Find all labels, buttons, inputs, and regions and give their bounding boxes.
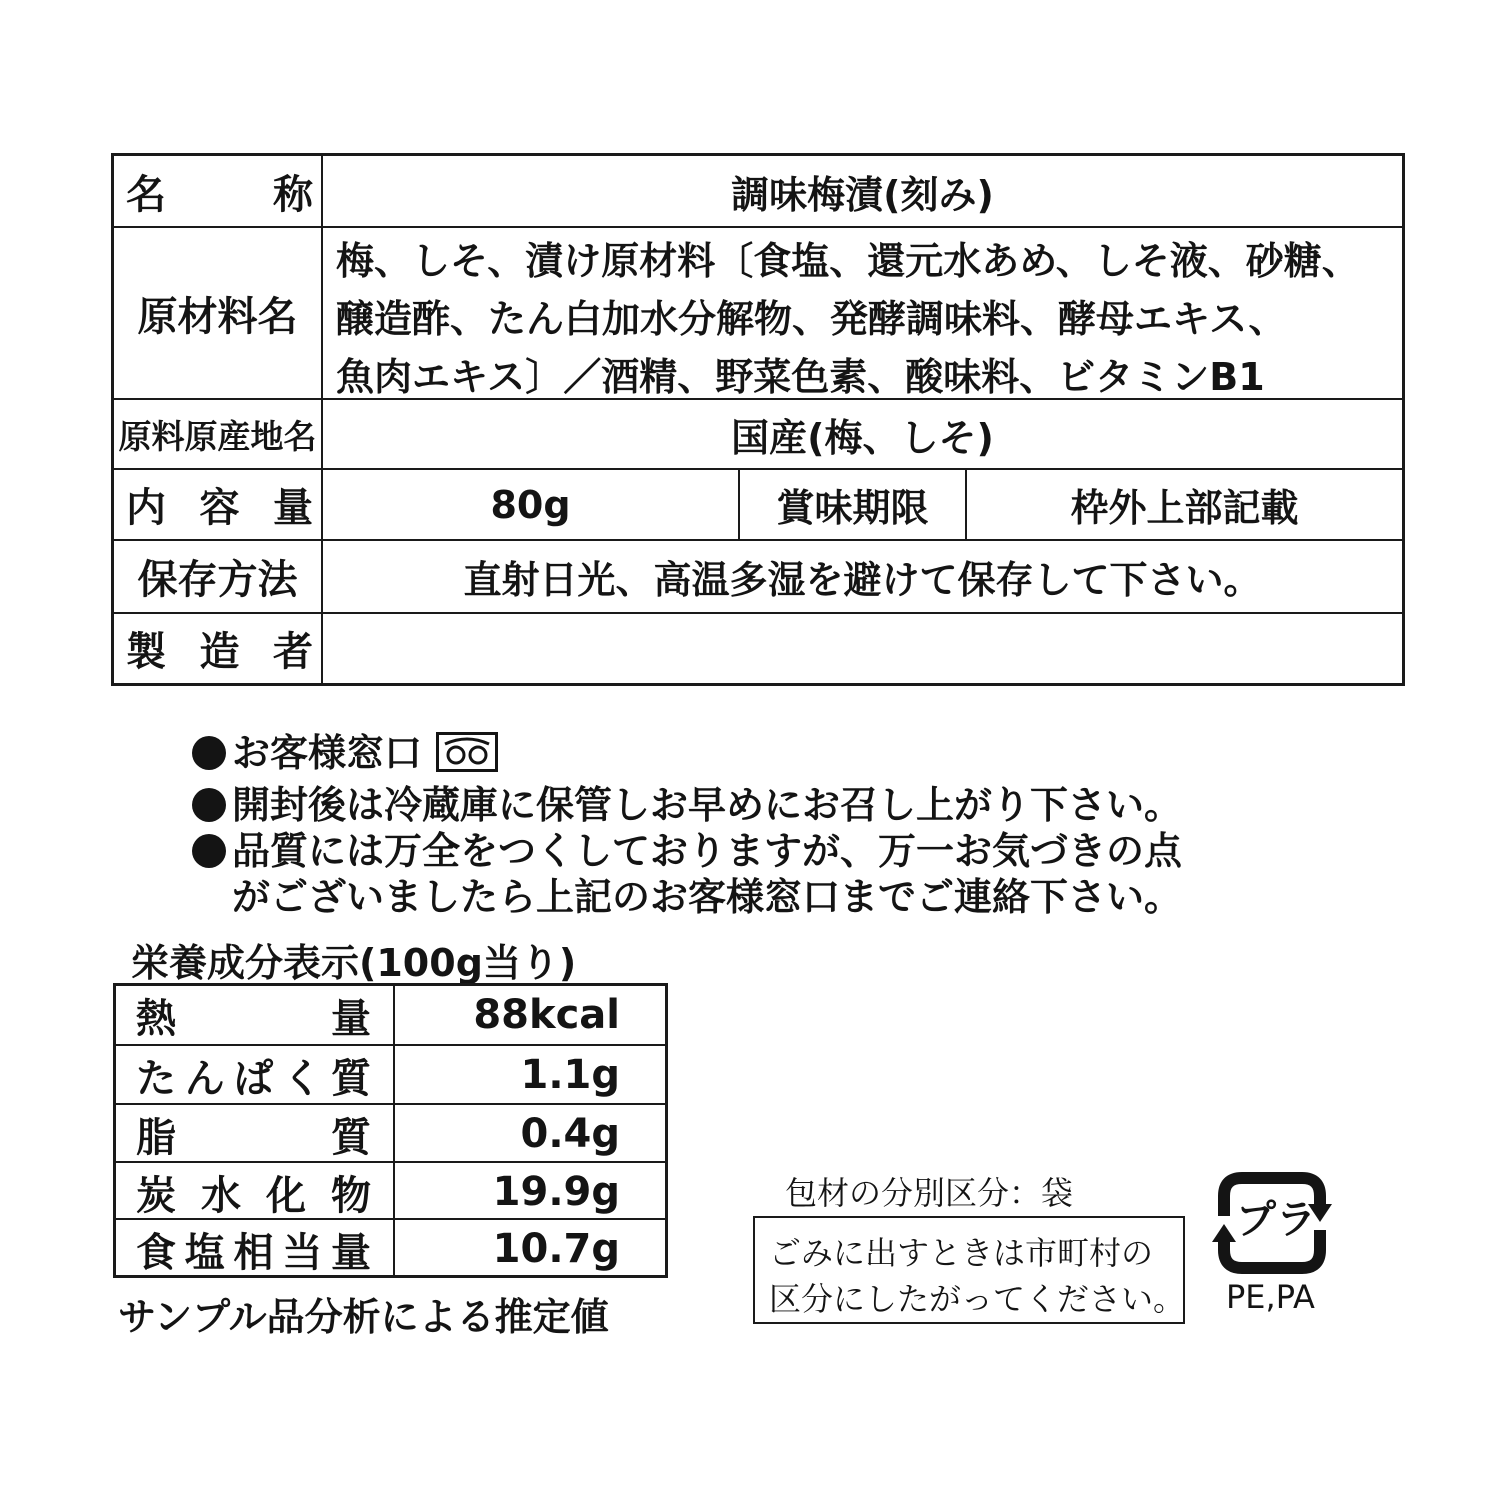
free-dial-icon	[436, 732, 498, 772]
storage-label: 保存方法	[137, 557, 298, 603]
disposal-instructions-box	[753, 1216, 1185, 1324]
best-before-value: 枠外上部記載	[1070, 486, 1299, 530]
plastic-mark-text: プラ	[1236, 1197, 1316, 1243]
quality-note: 品質には万全をつくしておりますが、万一お気づきの点	[192, 820, 1182, 875]
storage-after-opening-note: 開封後は冷蔵庫に保管しお早めにお召し上がり下さい。	[192, 774, 1182, 829]
ingredients-line: 梅、しそ、漬け原材料〔食塩、還元水あめ、しそ液、砂糖、	[336, 239, 1360, 283]
content-label: 内 容 量	[126, 485, 313, 531]
quality-note-continued: がございましたら上記のお客様窓口までご連絡下さい。	[232, 875, 1183, 919]
ingredients-line: 醸造酢、たん白加水分解物、発酵調味料、酵母エキス、	[336, 297, 1287, 341]
disposal-line: ごみに出すときは市町村の	[769, 1234, 1154, 1272]
fat-label: 脂 質	[136, 1114, 371, 1161]
protein-label: た ん ぱ く 質	[136, 1055, 371, 1102]
ingredients-value	[336, 232, 1402, 406]
carbohydrate-label: 炭 水 化 物	[136, 1172, 371, 1219]
bullet-icon	[192, 834, 226, 868]
packaging-title: 包材の分別区分：袋	[785, 1174, 1074, 1212]
ingredients-line: 魚肉エキス〕／酒精、野菜色素、酸味料、ビタミンB1	[336, 355, 1265, 399]
bullet-icon	[192, 788, 226, 822]
nutrition-footnote: サンプル品分析による推定値	[118, 1295, 609, 1339]
protein-value: 1.1g	[520, 1052, 620, 1098]
energy-label: 熱 量	[136, 995, 371, 1042]
name-label: 名 称	[126, 171, 313, 218]
salt-value: 10.7g	[492, 1226, 620, 1272]
maker-label: 製 造 者	[126, 629, 313, 675]
content-value: 80g	[490, 482, 571, 527]
disposal-line: 区分にしたがってください。	[769, 1280, 1186, 1318]
maker-value	[323, 614, 1402, 683]
product-info-table	[111, 153, 1405, 686]
customer-service-note: お客様窓口	[192, 722, 498, 777]
nutrition-title: 栄養成分表示(100g当り)	[131, 941, 577, 985]
salt-label: 食 塩 相 当 量	[136, 1229, 371, 1276]
plastic-recycling-mark-icon	[1212, 1168, 1332, 1278]
energy-value: 88kcal	[473, 992, 620, 1038]
origin-value: 国産(梅、しそ)	[731, 415, 994, 460]
storage-value: 直射日光、高温多湿を避けて保存して下さい。	[463, 558, 1262, 602]
ingredients-label: 原材料名	[137, 293, 298, 340]
bullet-icon	[192, 736, 226, 770]
name-value: 調味梅漬(刻み)	[731, 172, 994, 217]
packaging-material: PE,PA	[1226, 1278, 1315, 1316]
carbohydrate-value: 19.9g	[492, 1169, 620, 1215]
best-before-label: 賞味期限	[776, 486, 929, 530]
origin-label: 原料原産地名	[118, 416, 317, 456]
nutrition-table	[113, 983, 668, 1278]
fat-value: 0.4g	[520, 1111, 620, 1157]
